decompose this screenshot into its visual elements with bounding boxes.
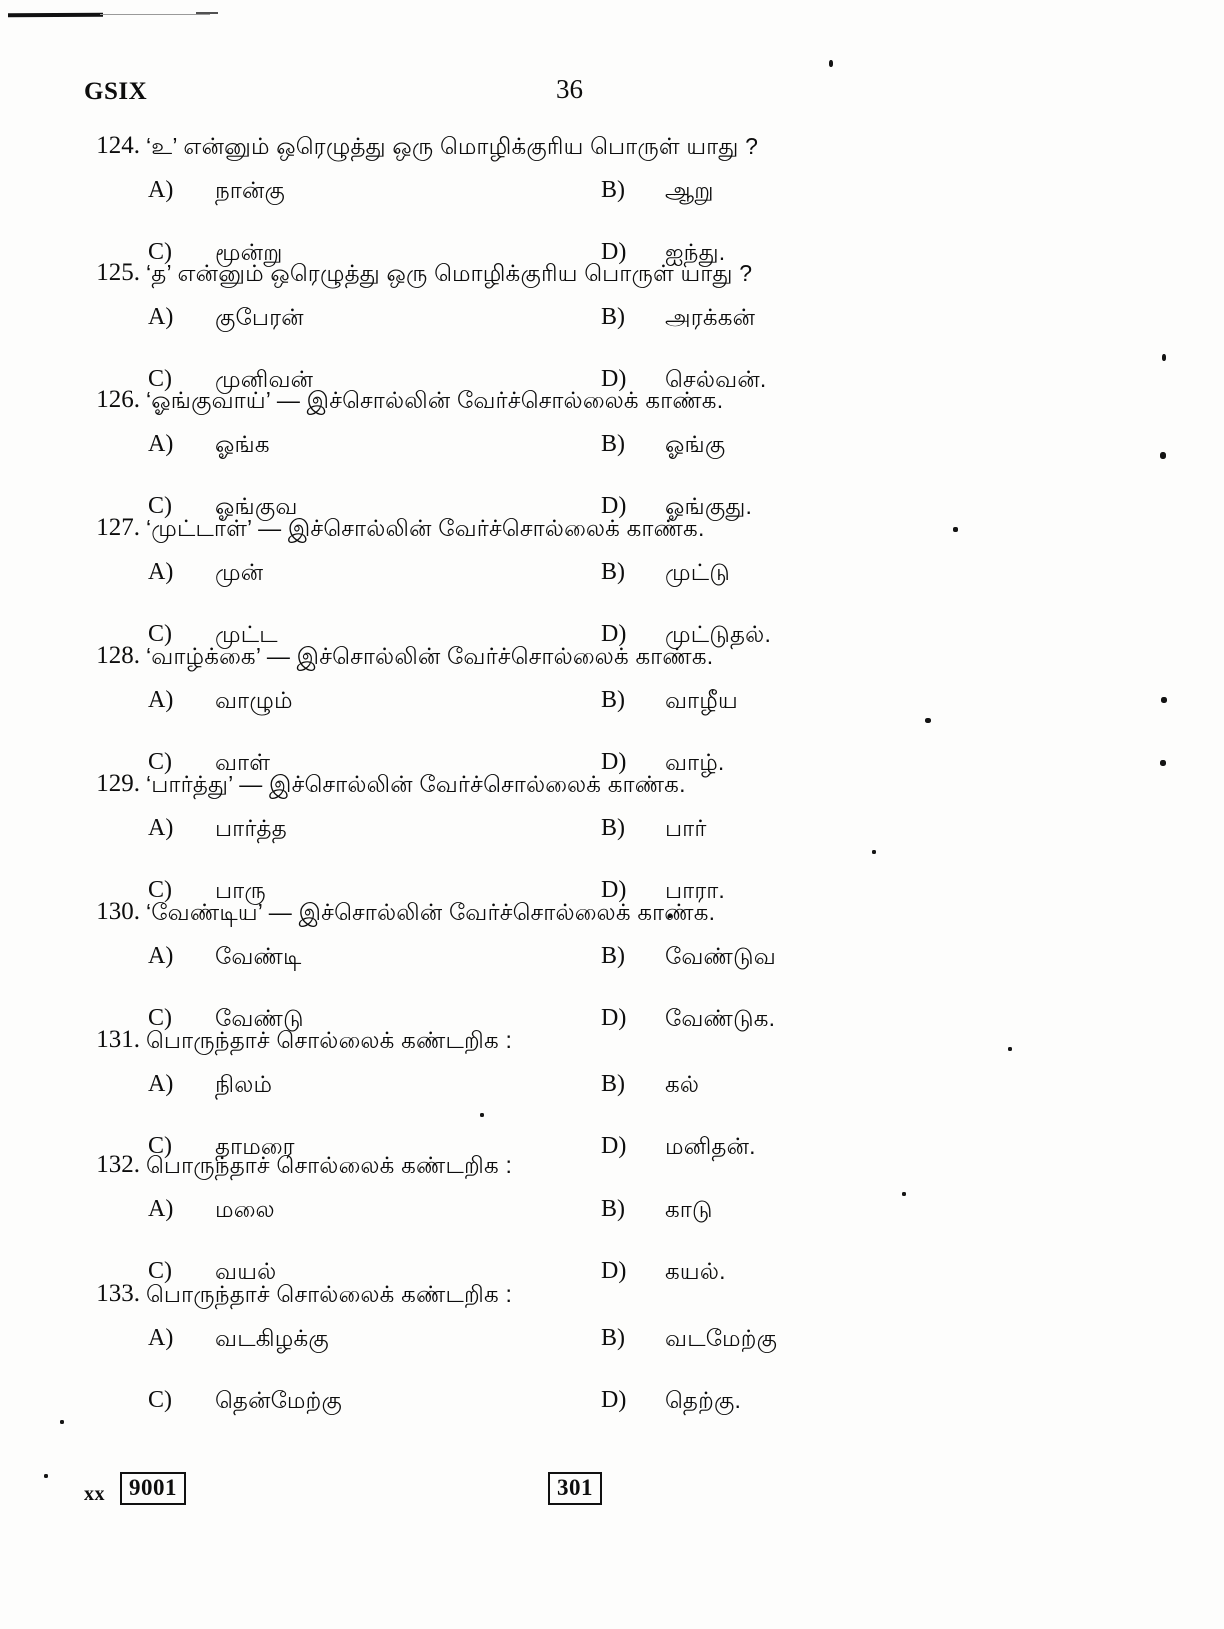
scan-edge-artifact-thin [100, 14, 210, 15]
question-text: பொருந்தாச் சொல்லைக் கண்டறிக : [146, 1281, 513, 1307]
option-label: D) [601, 1387, 627, 1413]
option-label: A) [148, 304, 174, 330]
footer-prefix: xx [84, 1483, 105, 1505]
option-text: வேண்டி [215, 943, 302, 969]
scan-speck [829, 60, 833, 67]
option-label: D) [601, 749, 627, 775]
option-text: நிலம் [215, 1071, 273, 1097]
option-label: D) [601, 239, 627, 265]
option-text: வாழும் [215, 687, 293, 713]
question-text: பொருந்தாச் சொல்லைக் கண்டறிக : [146, 1027, 513, 1053]
option-text: ஓங்குவ [215, 493, 298, 519]
question-number: 130. [96, 898, 140, 925]
page-number: 36 [556, 74, 583, 104]
answer-option[interactable] [0, 1326, 1224, 1360]
answer-option[interactable] [0, 305, 1224, 339]
question-item [0, 899, 1224, 1040]
option-text: வயல் [215, 1258, 277, 1284]
question-item [0, 1281, 1224, 1422]
option-label: A) [148, 687, 174, 713]
option-text: வாள் [215, 749, 271, 775]
option-label: A) [148, 1196, 174, 1222]
option-label: C) [148, 239, 172, 265]
question-text: பொருந்தாச் சொல்லைக் கண்டறிக : [146, 1152, 513, 1178]
option-label: A) [148, 1325, 174, 1351]
subject-code: GSIX [84, 78, 148, 105]
option-text: முன் [215, 559, 264, 585]
option-label: C) [148, 1005, 172, 1031]
option-label: D) [601, 1258, 627, 1284]
option-label: C) [148, 1387, 172, 1413]
answer-option[interactable] [0, 178, 1224, 212]
option-text: முட்டு [665, 559, 730, 585]
option-label: D) [601, 493, 627, 519]
option-text: மலை [215, 1196, 275, 1222]
question-item [0, 260, 1224, 401]
option-label: A) [148, 815, 174, 841]
option-text: பாரு [215, 877, 266, 903]
option-label: B) [601, 687, 625, 713]
answer-option[interactable] [0, 560, 1224, 594]
option-text: தாமரை [215, 1133, 295, 1159]
footer-series-code: 9001 [120, 1472, 186, 1505]
answer-option[interactable] [0, 688, 1224, 722]
option-label: B) [601, 431, 625, 457]
answer-option[interactable] [0, 816, 1224, 850]
option-label: B) [601, 815, 625, 841]
option-label: A) [148, 943, 174, 969]
option-text: வேண்டுக. [665, 1005, 776, 1031]
answer-option[interactable] [0, 1388, 1224, 1422]
scan-speck [44, 1474, 48, 1478]
option-text: ஓங்கு [665, 431, 726, 457]
question-number: 126. [96, 386, 140, 413]
option-text: தென்மேற்கு [215, 1387, 342, 1413]
option-text: முட்ட [215, 621, 278, 647]
option-text: மனிதன். [665, 1133, 756, 1159]
question-number: 125. [96, 259, 140, 286]
option-label: D) [601, 366, 627, 392]
question-number: 129. [96, 770, 140, 797]
question-text: ‘பார்த்து’ — இச்சொல்லின் வேர்ச்சொல்லைக் காண்க. [146, 771, 686, 797]
option-label: B) [601, 559, 625, 585]
option-text: வாழீய [665, 687, 738, 713]
option-label: D) [601, 621, 627, 647]
option-label: A) [148, 431, 174, 457]
question-number: 133. [96, 1280, 140, 1307]
option-label: A) [148, 559, 174, 585]
option-label: D) [601, 1133, 627, 1159]
option-text: பாரா. [665, 877, 726, 903]
option-label: C) [148, 1133, 172, 1159]
scan-edge-artifact-dash [196, 12, 218, 14]
question-text: ‘ஓங்குவாய்’ — இச்சொல்லின் வேர்ச்சொல்லைக் காண்க. [146, 387, 724, 413]
question-number: 132. [96, 1151, 140, 1178]
question-text: ‘முட்டாள்’ — இச்சொல்லின் வேர்ச்சொல்லைக் காண்க. [146, 515, 705, 541]
option-label: C) [148, 1258, 172, 1284]
option-text: ஓங்க [215, 431, 270, 457]
question-item [0, 643, 1224, 784]
option-text: ஆறு [665, 177, 714, 203]
question-item [0, 1027, 1224, 1168]
option-text: குபேரன் [215, 304, 304, 330]
option-label: C) [148, 877, 172, 903]
option-label: B) [601, 304, 625, 330]
option-text: செல்வன். [665, 366, 767, 392]
option-label: B) [601, 1071, 625, 1097]
option-label: C) [148, 621, 172, 647]
option-text: வடகிழக்கு [215, 1325, 329, 1351]
option-text: அரக்கன் [665, 304, 756, 330]
option-label: A) [148, 1071, 174, 1097]
option-text: பார்த்த [215, 815, 287, 841]
option-text: முனிவன் [215, 366, 314, 392]
option-text: முட்டுதல். [665, 621, 772, 647]
option-label: C) [148, 366, 172, 392]
question-item [0, 133, 1224, 274]
option-label: C) [148, 493, 172, 519]
question-number: 124. [96, 132, 140, 159]
footer-booklet-code: 301 [548, 1472, 602, 1505]
question-item [0, 1152, 1224, 1293]
option-text: கல் [665, 1071, 700, 1097]
answer-option[interactable] [0, 1072, 1224, 1106]
option-label: A) [148, 177, 174, 203]
option-label: B) [601, 1325, 625, 1351]
option-text: வாழ். [665, 749, 725, 775]
option-label: D) [601, 1005, 627, 1031]
option-text: காடு [665, 1196, 713, 1222]
question-number: 127. [96, 514, 140, 541]
option-label: B) [601, 177, 625, 203]
question-text: ‘உ’ என்னும் ஒரெழுத்து ஒரு மொழிக்குரிய பொருள் யாது ? [146, 133, 759, 159]
answer-option[interactable] [0, 432, 1224, 466]
option-label: B) [601, 943, 625, 969]
question-number: 131. [96, 1026, 140, 1053]
option-text: தெற்கு. [665, 1387, 742, 1413]
answer-option[interactable] [0, 1197, 1224, 1231]
question-item [0, 515, 1224, 656]
option-text: ஐந்து. [665, 239, 726, 265]
question-item [0, 771, 1224, 912]
option-text: நான்கு [215, 177, 285, 203]
option-text: வடமேற்கு [665, 1325, 778, 1351]
question-text: ‘வேண்டிய’ — இச்சொல்லின் வேர்ச்சொல்லைக் காண்க. [146, 899, 716, 925]
answer-option[interactable] [0, 944, 1224, 978]
option-text: பார் [665, 815, 707, 841]
question-number: 128. [96, 642, 140, 669]
option-text: வேண்டுவ [665, 943, 776, 969]
option-text: ஓங்குது. [665, 493, 753, 519]
option-text: கயல். [665, 1258, 726, 1284]
scan-edge-artifact [8, 13, 103, 18]
question-text: ‘த’ என்னும் ஒரெழுத்து ஒரு மொழிக்குரிய பொருள் யாது ? [146, 260, 753, 286]
option-label: B) [601, 1196, 625, 1222]
question-item [0, 387, 1224, 528]
option-text: மூன்று [215, 239, 283, 265]
question-text: ‘வாழ்க்கை’ — இச்சொல்லின் வேர்ச்சொல்லைக் காண்க. [146, 643, 714, 669]
option-text: வேண்டு [215, 1005, 304, 1031]
option-label: D) [601, 877, 627, 903]
option-label: C) [148, 749, 172, 775]
